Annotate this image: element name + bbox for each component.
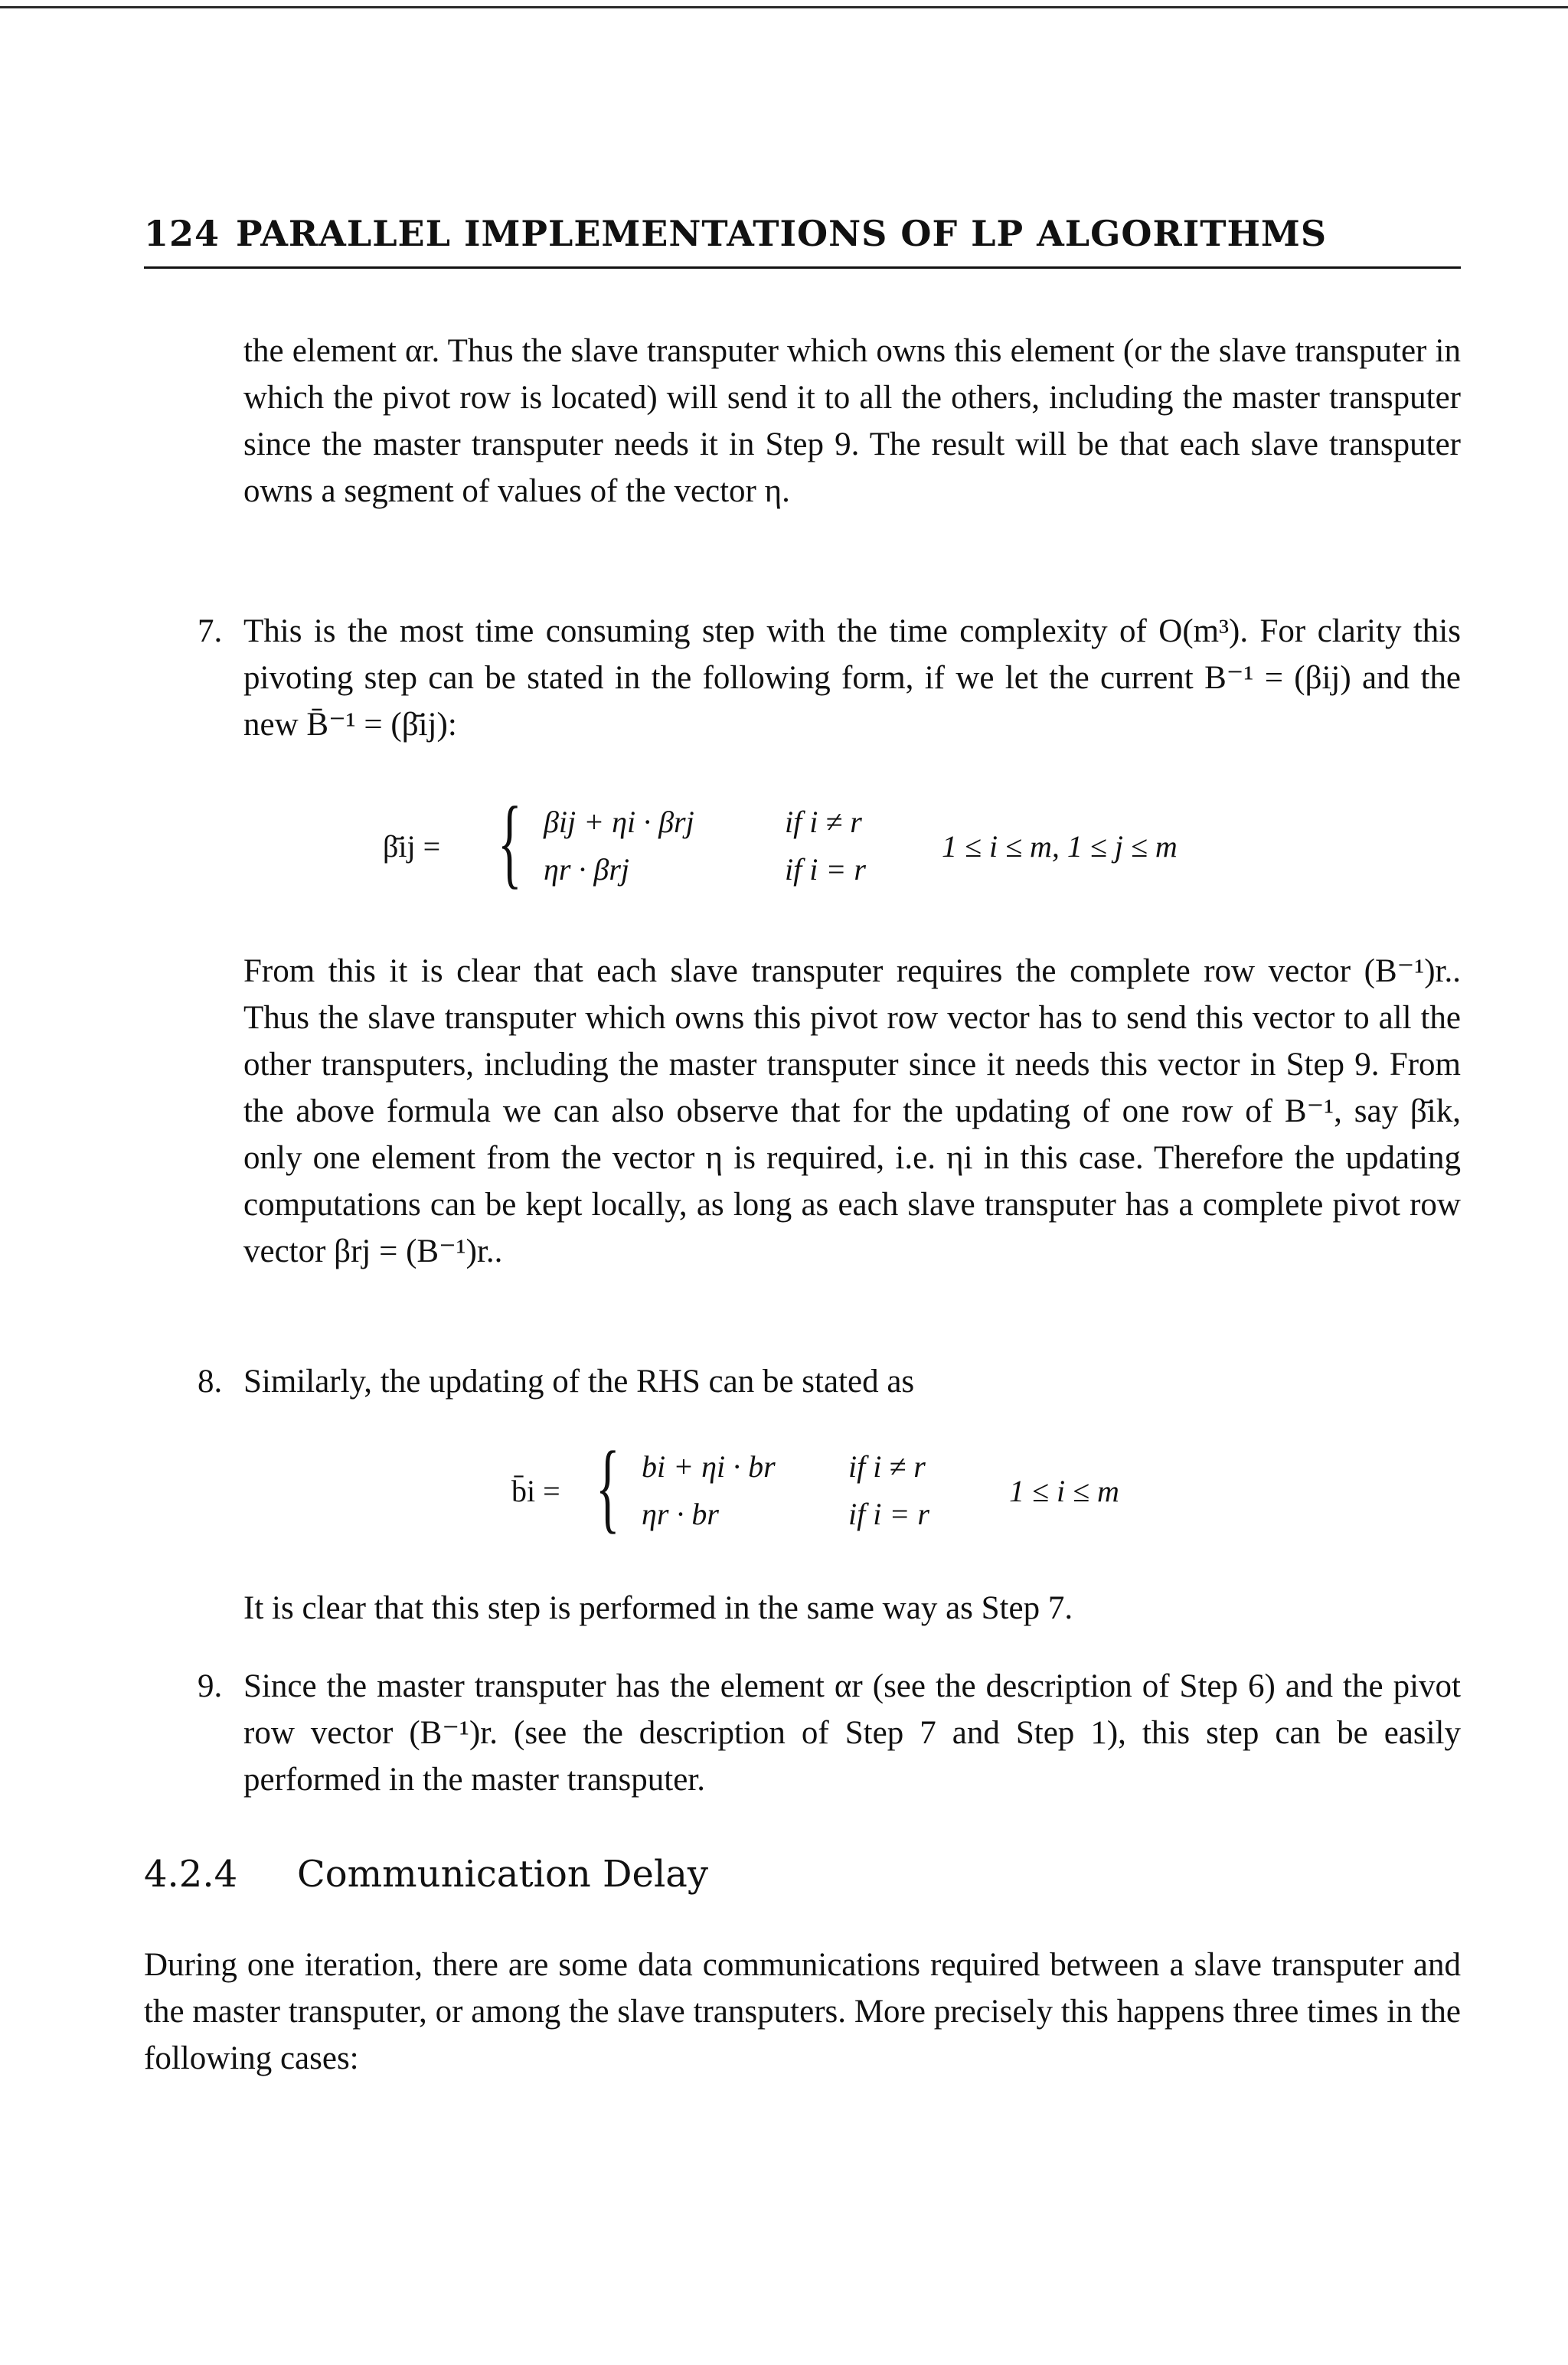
list-item-9 bbox=[198, 1663, 1461, 1803]
equation-range: 1 ≤ i ≤ m bbox=[1009, 1474, 1119, 1508]
equation-rhs-update bbox=[511, 1430, 1354, 1548]
case-1-condition: if i ≠ r bbox=[848, 1449, 926, 1484]
case-2-condition: if i = r bbox=[785, 852, 866, 887]
case-2-expression: ηr · βrj bbox=[544, 852, 630, 887]
item-number: 8. bbox=[198, 1364, 223, 1400]
item-8-continuation: It is clear that this step is performed in the same way as Step 7. bbox=[243, 1590, 1073, 1626]
equation-lhs: β̄ij = bbox=[383, 829, 441, 864]
left-brace: { bbox=[498, 786, 522, 898]
section-heading bbox=[144, 1853, 708, 1896]
header-rule bbox=[144, 266, 1461, 269]
section-title: Communication Delay bbox=[297, 1853, 709, 1896]
case-1-condition: if i ≠ r bbox=[785, 805, 862, 839]
case-2-condition: if i = r bbox=[848, 1497, 929, 1531]
page-number: 124 bbox=[144, 213, 220, 254]
case-2-expression: ηr · br bbox=[642, 1497, 719, 1531]
running-header bbox=[144, 211, 1461, 256]
scan-edge-line bbox=[0, 6, 1568, 8]
continuation-paragraph: the element αr. Thus the slave transputer which owns this element (or the slave transputer in which the pivot row is located) will send it to all the others, including the master transputer since the master transputer needs it in Step 9. The result will be that each slave transputer owns a segment of values of the vector η. bbox=[243, 333, 1461, 509]
running-title: PARALLEL IMPLEMENTATIONS OF LP ALGORITHMS bbox=[236, 213, 1328, 254]
item-text: Since the master transputer has the element αr (see the description of Step 6) and the pivot row vector (B⁻¹)r. (see the description of Step 7 and Step 1), this step can be easily performed in the master transputer. bbox=[243, 1668, 1461, 1798]
item-number: 7. bbox=[198, 613, 223, 649]
left-brace: { bbox=[596, 1430, 620, 1543]
item-text: This is the most time consuming step with the time complexity of O(m³). For clarity this pivoting step can be stated in the following form, if we let the current B⁻¹ = (βij) and the new B̄⁻¹ = (β̄ij): bbox=[243, 613, 1461, 743]
equation-beta-update bbox=[383, 786, 1378, 903]
case-1-expression: bi + ηi · br bbox=[642, 1449, 776, 1484]
equation-range: 1 ≤ i ≤ m, 1 ≤ j ≤ m bbox=[942, 829, 1178, 864]
section-paragraph: During one iteration, there are some data communications required between a slave transputer and the master transputer, or among the slave transputers. More precisely this happens three times in the following cases: bbox=[144, 1947, 1461, 2076]
section-number: 4.2.4 bbox=[144, 1853, 238, 1896]
item-7-continuation: From this it is clear that each slave transputer requires the complete row vector (B⁻¹)r.. Thus the slave transputer which owns this pivot row vector has to send this vector to all the other transputers, including the master transputer since it needs this vector in Step 9. From the above formula we can also observe that for the updating of one row of B⁻¹, say β̄ik, only one element from the vector η is required, i.e. ηi in this case. Therefore the updating computations can be kept locally, as long as each slave transputer has a complete pivot row vector βrj = (B⁻¹)r.. bbox=[243, 953, 1461, 1269]
list-item-7 bbox=[198, 608, 1461, 748]
equation-lhs: b̄i = bbox=[511, 1474, 560, 1508]
item-number: 9. bbox=[198, 1668, 223, 1704]
list-item-8 bbox=[198, 1358, 1461, 1405]
item-text: Similarly, the updating of the RHS can be stated as bbox=[243, 1364, 915, 1400]
case-1-expression: βij + ηi · βrj bbox=[544, 805, 694, 839]
